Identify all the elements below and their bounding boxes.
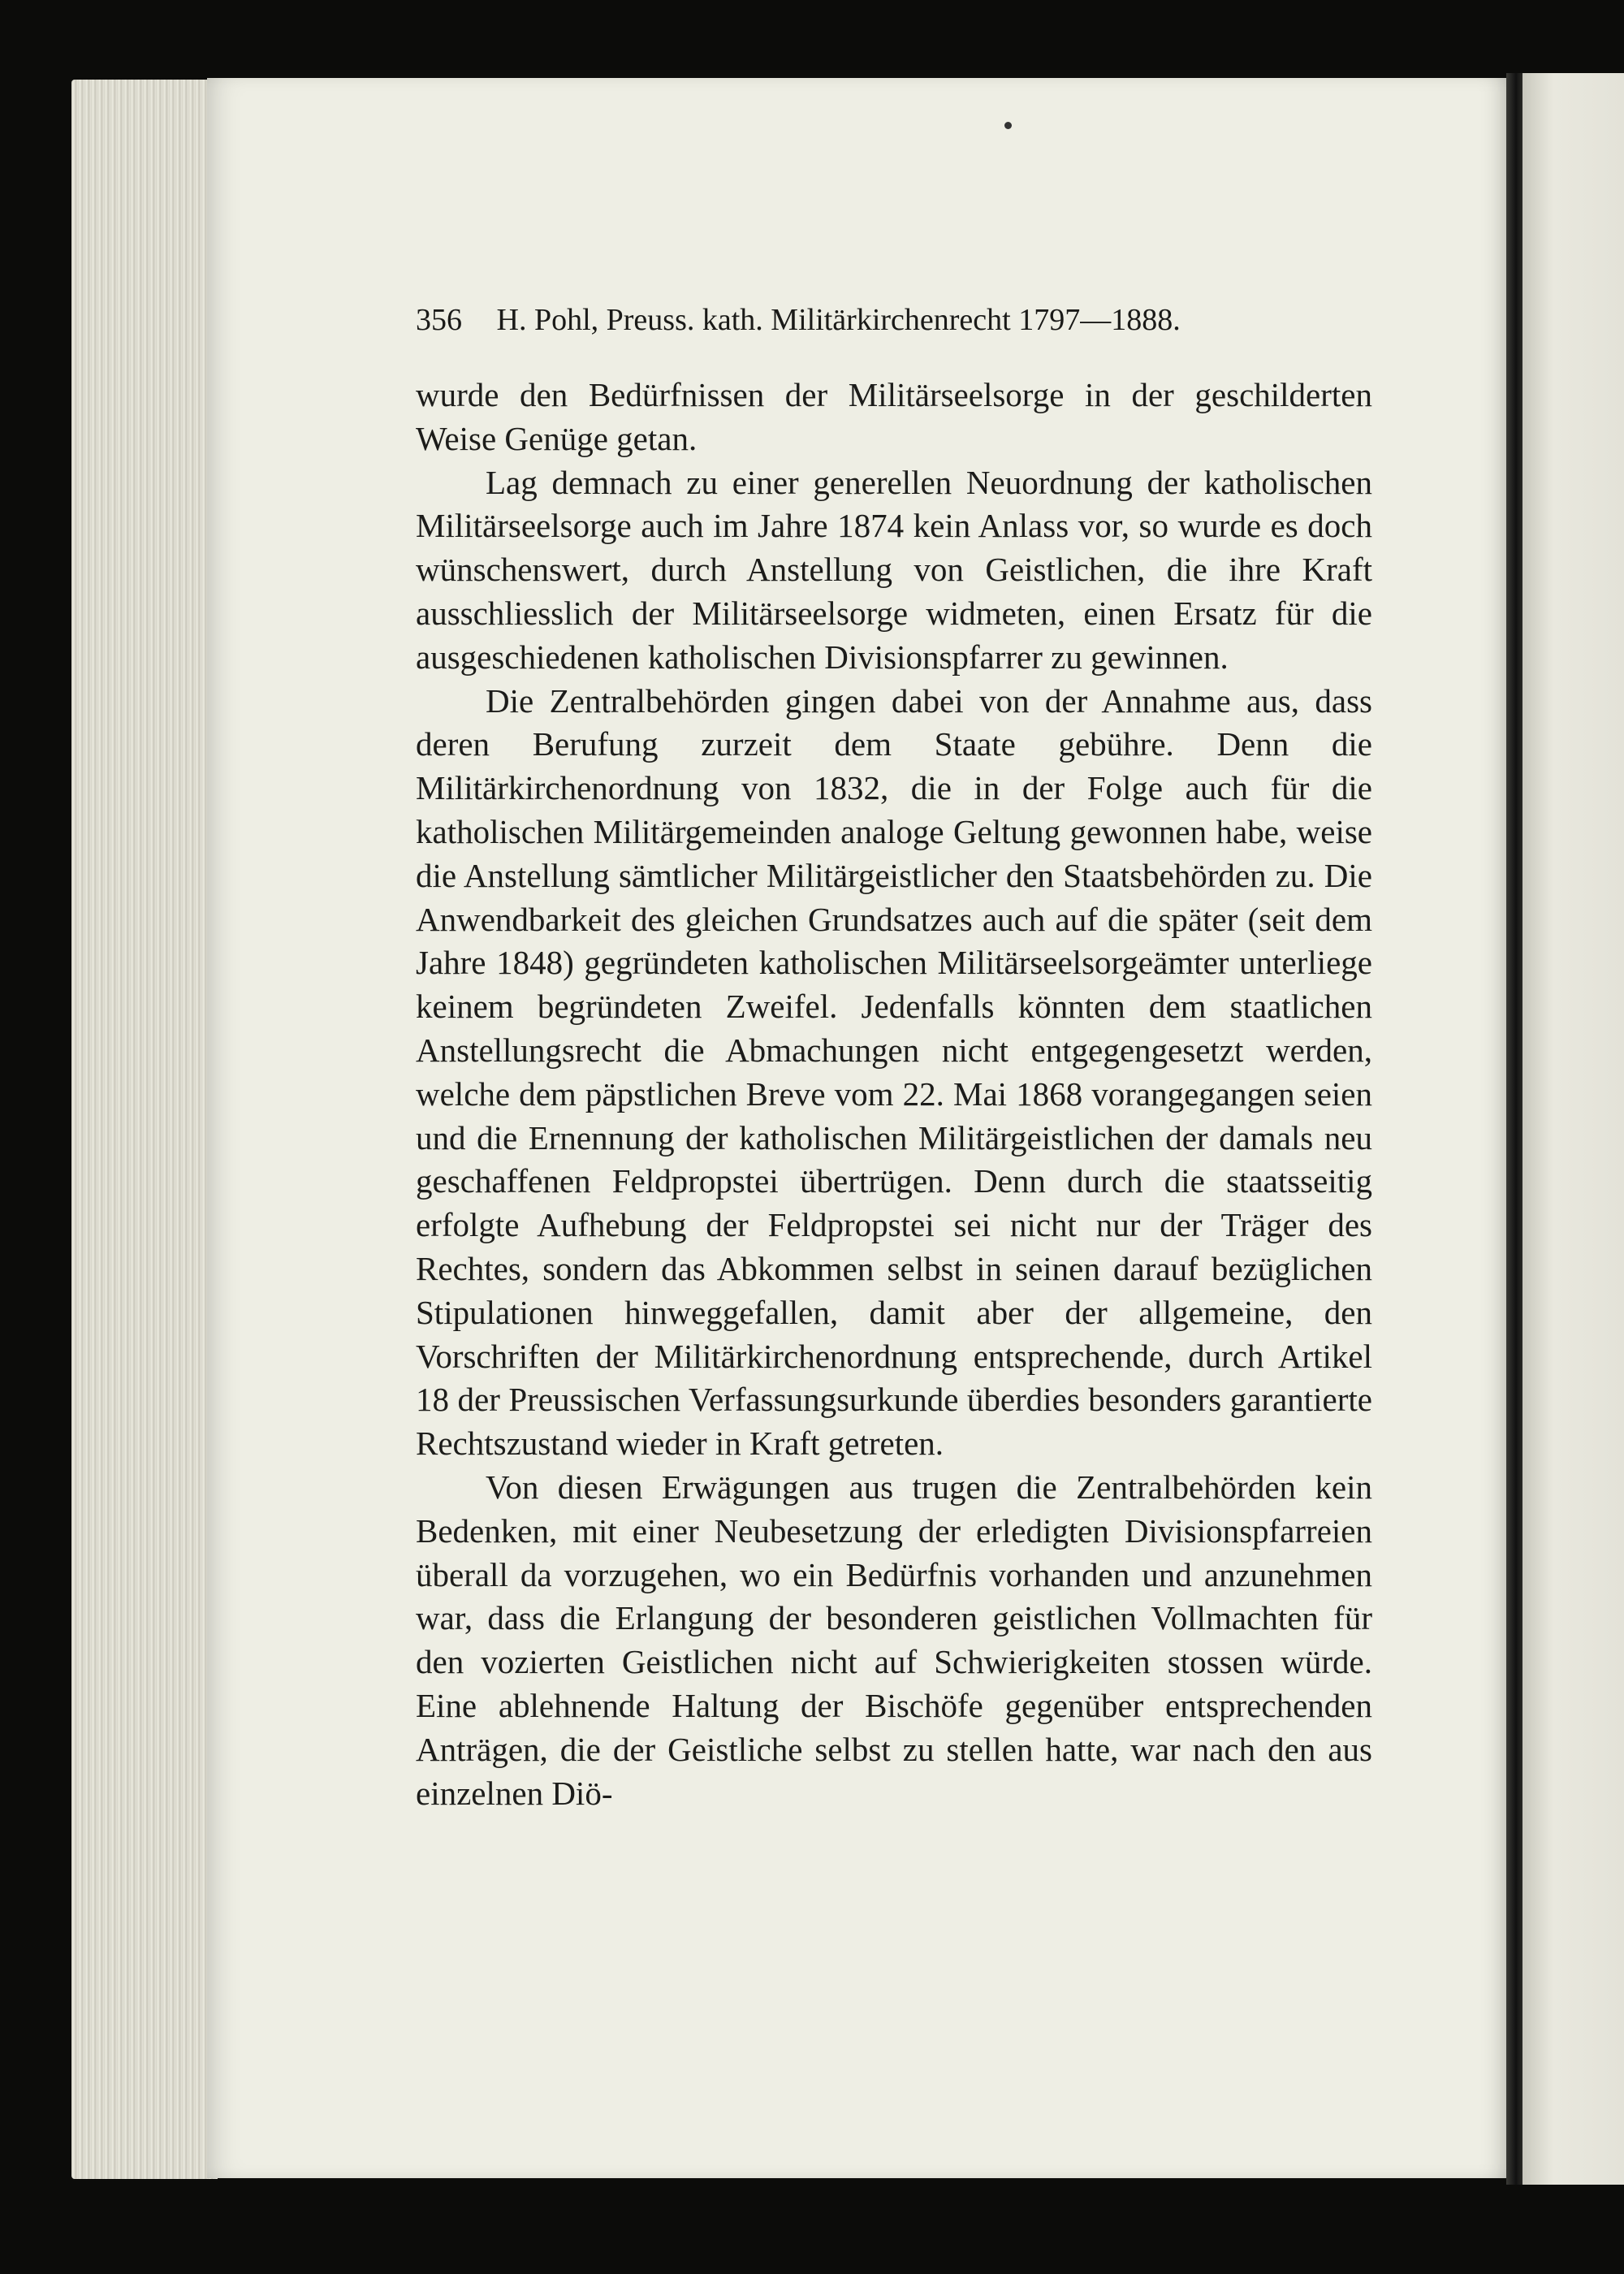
book-gutter: [1506, 73, 1522, 2185]
ink-speck: [1004, 122, 1012, 129]
page-edges: [71, 80, 218, 2179]
running-title: H. Pohl, Preuss. kath. Militärkirchenrecht 1797—1888.: [496, 303, 1181, 337]
running-header: [416, 302, 1382, 338]
paragraph: Die Zentralbehörden gingen dabei von der Annahme aus, dass deren Berufung zurzeit dem Staate gebühre. Denn die Militärkirchenordnung von 1832, die in der Folge auch für die katholischen Militärgemeinden analoge Geltung gewonnen habe, weise die Anstellung sämtlicher Militärgeistlicher den Staatsbehörden zu. Die Anwendbarkeit des gleichen Grundsatzes auch auf die später (seit dem Jahre 1848) gegründeten katholischen Militärseelsorgeämter unterliege keinem begründeten Zweifel. Jedenfalls könnten dem staatlichen Anstellungsrecht die Abmachungen nicht entgegengesetzt werden, welche dem päpstlichen Breve vom 22. Mai 1868 vorangegangen seien und die Ernennung der katholischen Militärgeistlichen der damals neu geschaffenen Feldpropstei übertrügen. Denn durch die staatsseitig erfolgte Aufhebung der Feldpropstei sei nicht nur der Träger des Rechtes, sondern das Abkommen selbst in seinen darauf bezüglichen Stipulationen hinweggefallen, damit aber der allgemeine, den Vorschriften der Militärkirchenordnung entsprechende, durch Artikel 18 der Preussischen Verfassungsurkunde überdies besonders garantierte Rechtszustand wieder in Kraft getreten.: [416, 681, 1372, 1463]
paragraph-continued: wurde den Bedürfnissen der Militärseelsorge in der geschilderten Weise Genüge getan.: [416, 376, 1372, 457]
body-text: [416, 374, 1372, 1815]
page-number: 356: [416, 303, 462, 337]
paragraph: Von diesen Erwägungen aus trugen die Zentralbehörden kein Bedenken, mit einer Neubesetzung der erledigten Divisionspfarreien überall da vorzugehen, wo ein Bedürfnis vorhanden und anzunehmen war, dass die Erlangung der besonderen geistlichen Vollmachten für den vozierten Geistlichen nicht auf Schwierigkeiten stossen würde. Eine ablehnende Haltung der Bischöfe gegenüber entsprechenden Anträgen, die der Geistliche selbst zu stellen hatte, war nach den aus einzelnen Diö-: [416, 1468, 1372, 1812]
facing-page-edge: [1522, 73, 1624, 2185]
paragraph: Lag demnach zu einer generellen Neuordnung der katholischen Militärseelsorge auch im Jahre 1874 kein Anlass vor, so wurde es doch wünschenswert, durch Anstellung von Geistlichen, die ihre Kraft ausschliesslich der Militärseelsorge widmeten, einen Ersatz für die ausgeschiedenen katholischen Divisionspfarrer zu gewinnen.: [416, 463, 1372, 676]
